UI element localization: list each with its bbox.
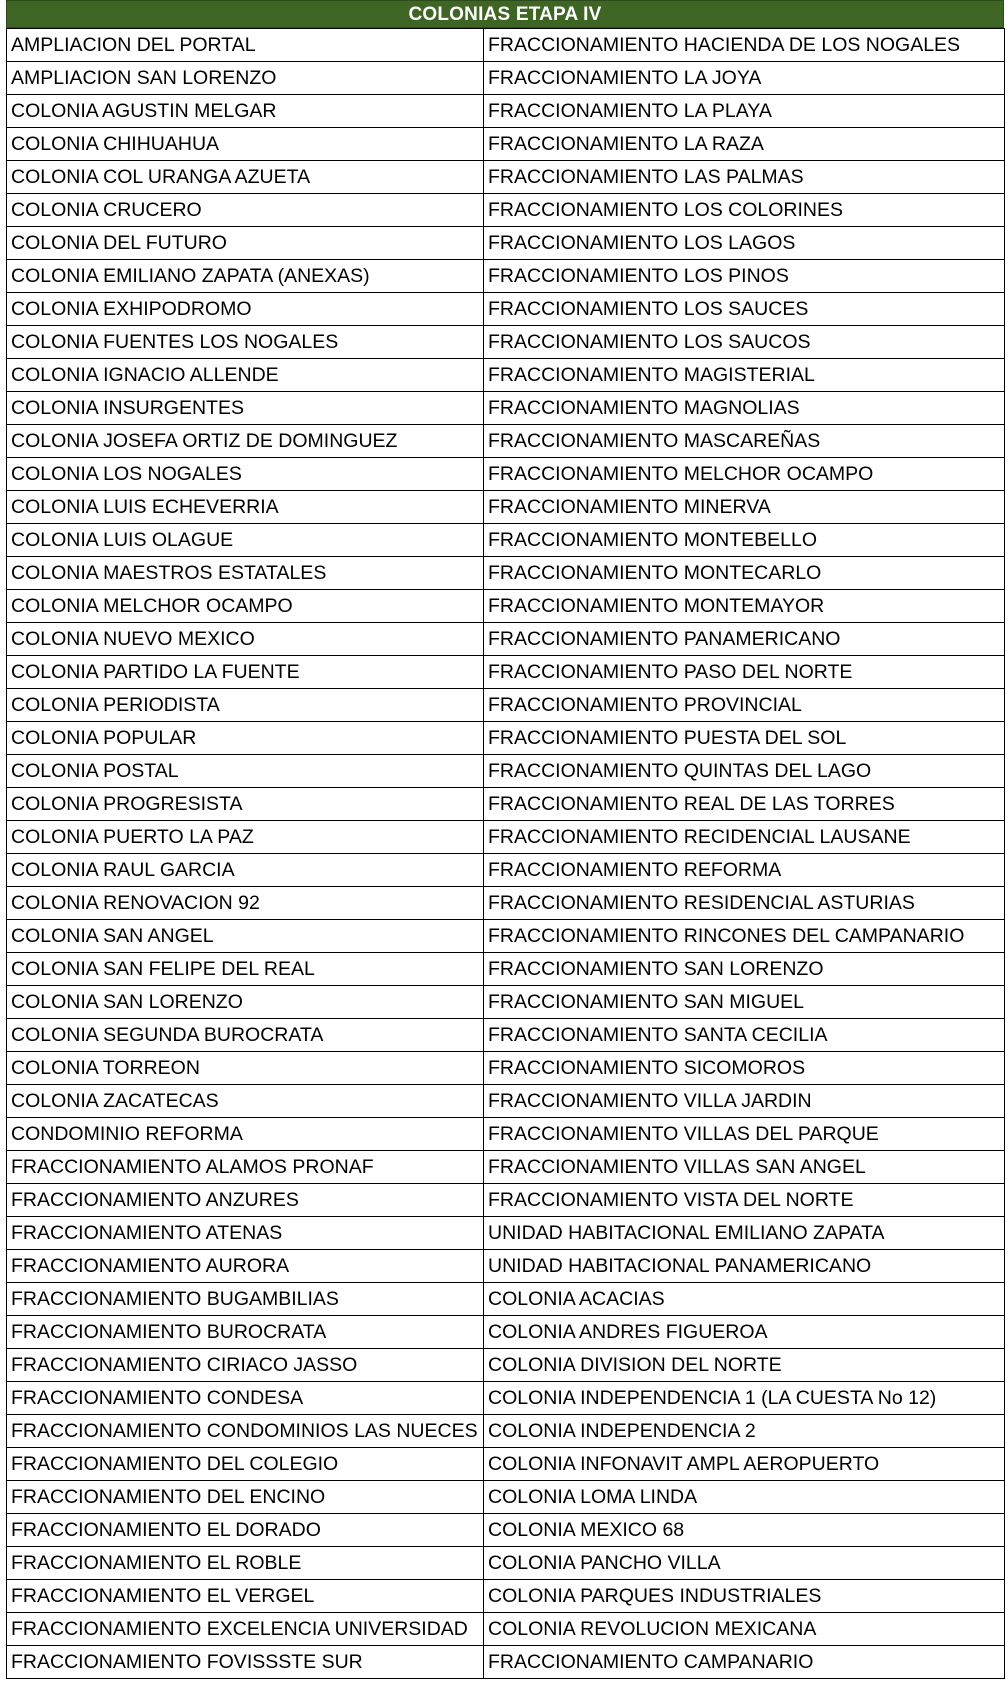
table-row [7, 1514, 1005, 1547]
left-column-cell: COLONIA SEGUNDA BUROCRATA [7, 1019, 484, 1052]
table-row [7, 359, 1005, 392]
left-column-cell: AMPLIACION DEL PORTAL [7, 29, 484, 62]
table-row [7, 425, 1005, 458]
colonias-grid [6, 28, 1005, 1679]
right-column-cell: FRACCIONAMIENTO VILLAS DEL PARQUE [484, 1118, 1005, 1151]
left-column-cell: COLONIA RENOVACION 92 [7, 887, 484, 920]
left-column-cell: FRACCIONAMIENTO ATENAS [7, 1217, 484, 1250]
table-row [7, 623, 1005, 656]
left-column-cell: COLONIA ZACATECAS [7, 1085, 484, 1118]
table-row [7, 1316, 1005, 1349]
right-column-cell: COLONIA PANCHO VILLA [484, 1547, 1005, 1580]
right-column-cell: COLONIA ACACIAS [484, 1283, 1005, 1316]
table-row [7, 1250, 1005, 1283]
table-row [7, 1415, 1005, 1448]
table-row [7, 1283, 1005, 1316]
right-column-cell: FRACCIONAMIENTO REAL DE LAS TORRES [484, 788, 1005, 821]
left-column-cell: COLONIA MELCHOR OCAMPO [7, 590, 484, 623]
right-column-cell: FRACCIONAMIENTO SAN LORENZO [484, 953, 1005, 986]
table-row [7, 590, 1005, 623]
table-row [7, 1481, 1005, 1514]
right-column-cell: FRACCIONAMIENTO QUINTAS DEL LAGO [484, 755, 1005, 788]
right-column-cell: FRACCIONAMIENTO SANTA CECILIA [484, 1019, 1005, 1052]
right-column-cell: COLONIA DIVISION DEL NORTE [484, 1349, 1005, 1382]
left-column-cell: COLONIA MAESTROS ESTATALES [7, 557, 484, 590]
left-column-cell: FRACCIONAMIENTO EL VERGEL [7, 1580, 484, 1613]
table-row [7, 1052, 1005, 1085]
right-column-cell: FRACCIONAMIENTO LA RAZA [484, 128, 1005, 161]
table-row [7, 887, 1005, 920]
table-row [7, 1580, 1005, 1613]
left-column-cell: FRACCIONAMIENTO FOVISSSTE SUR [7, 1646, 484, 1679]
left-column-cell: COLONIA POPULAR [7, 722, 484, 755]
table-row [7, 194, 1005, 227]
left-column-cell: COLONIA DEL FUTURO [7, 227, 484, 260]
left-column-cell: COLONIA CHIHUAHUA [7, 128, 484, 161]
right-column-cell: COLONIA REVOLUCION MEXICANA [484, 1613, 1005, 1646]
table-row [7, 953, 1005, 986]
left-column-cell: COLONIA PUERTO LA PAZ [7, 821, 484, 854]
left-column-cell: COLONIA LUIS OLAGUE [7, 524, 484, 557]
left-column-cell: COLONIA RAUL GARCIA [7, 854, 484, 887]
right-column-cell: COLONIA INDEPENDENCIA 2 [484, 1415, 1005, 1448]
table-row [7, 821, 1005, 854]
right-column-cell: FRACCIONAMIENTO SICOMOROS [484, 1052, 1005, 1085]
table-row [7, 29, 1005, 62]
right-column-cell: FRACCIONAMIENTO PROVINCIAL [484, 689, 1005, 722]
left-column-cell: COLONIA SAN FELIPE DEL REAL [7, 953, 484, 986]
right-column-cell: FRACCIONAMIENTO RESIDENCIAL ASTURIAS [484, 887, 1005, 920]
table-row [7, 161, 1005, 194]
right-column-cell: FRACCIONAMIENTO PANAMERICANO [484, 623, 1005, 656]
left-column-cell: COLONIA NUEVO MEXICO [7, 623, 484, 656]
table-row [7, 986, 1005, 1019]
left-column-cell: CONDOMINIO REFORMA [7, 1118, 484, 1151]
right-column-cell: FRACCIONAMIENTO MONTEMAYOR [484, 590, 1005, 623]
left-column-cell: FRACCIONAMIENTO CONDESA [7, 1382, 484, 1415]
table-row [7, 1382, 1005, 1415]
left-column-cell: COLONIA AGUSTIN MELGAR [7, 95, 484, 128]
left-column-cell: COLONIA PROGRESISTA [7, 788, 484, 821]
left-column-cell: COLONIA PARTIDO LA FUENTE [7, 656, 484, 689]
left-column-cell: FRACCIONAMIENTO EXCELENCIA UNIVERSIDAD [7, 1613, 484, 1646]
colonias-table [6, 0, 1004, 1679]
table-row [7, 95, 1005, 128]
table-row [7, 1613, 1005, 1646]
left-column-cell: COLONIA SAN ANGEL [7, 920, 484, 953]
table-row [7, 1085, 1005, 1118]
table-row [7, 392, 1005, 425]
left-column-cell: FRACCIONAMIENTO EL ROBLE [7, 1547, 484, 1580]
table-body [7, 29, 1005, 1679]
table-row [7, 1184, 1005, 1217]
left-column-cell: FRACCIONAMIENTO BUROCRATA [7, 1316, 484, 1349]
right-column-cell: FRACCIONAMIENTO MASCAREÑAS [484, 425, 1005, 458]
right-column-cell: UNIDAD HABITACIONAL EMILIANO ZAPATA [484, 1217, 1005, 1250]
right-column-cell: FRACCIONAMIENTO MONTECARLO [484, 557, 1005, 590]
left-column-cell: FRACCIONAMIENTO EL DORADO [7, 1514, 484, 1547]
table-row [7, 293, 1005, 326]
right-column-cell: FRACCIONAMIENTO VILLAS SAN ANGEL [484, 1151, 1005, 1184]
right-column-cell: COLONIA MEXICO 68 [484, 1514, 1005, 1547]
left-column-cell: COLONIA SAN LORENZO [7, 986, 484, 1019]
table-header: COLONIAS ETAPA IV [6, 0, 1004, 28]
right-column-cell: COLONIA INDEPENDENCIA 1 (LA CUESTA No 12) [484, 1382, 1005, 1415]
left-column-cell: COLONIA PERIODISTA [7, 689, 484, 722]
table-row [7, 557, 1005, 590]
right-column-cell: FRACCIONAMIENTO VILLA JARDIN [484, 1085, 1005, 1118]
table-row [7, 854, 1005, 887]
right-column-cell: FRACCIONAMIENTO MAGNOLIAS [484, 392, 1005, 425]
right-column-cell: FRACCIONAMIENTO LA PLAYA [484, 95, 1005, 128]
table-row [7, 1118, 1005, 1151]
left-column-cell: COLONIA IGNACIO ALLENDE [7, 359, 484, 392]
table-row [7, 1448, 1005, 1481]
right-column-cell: FRACCIONAMIENTO SAN MIGUEL [484, 986, 1005, 1019]
table-row [7, 62, 1005, 95]
table-row [7, 755, 1005, 788]
left-column-cell: FRACCIONAMIENTO BUGAMBILIAS [7, 1283, 484, 1316]
table-row [7, 1151, 1005, 1184]
table-row [7, 1349, 1005, 1382]
table-row [7, 524, 1005, 557]
table-row [7, 227, 1005, 260]
left-column-cell: FRACCIONAMIENTO ANZURES [7, 1184, 484, 1217]
right-column-cell: COLONIA INFONAVIT AMPL AEROPUERTO [484, 1448, 1005, 1481]
right-column-cell: FRACCIONAMIENTO PUESTA DEL SOL [484, 722, 1005, 755]
left-column-cell: FRACCIONAMIENTO AURORA [7, 1250, 484, 1283]
left-column-cell: COLONIA COL URANGA AZUETA [7, 161, 484, 194]
right-column-cell: FRACCIONAMIENTO LOS SAUCOS [484, 326, 1005, 359]
right-column-cell: FRACCIONAMIENTO LOS SAUCES [484, 293, 1005, 326]
right-column-cell: COLONIA ANDRES FIGUEROA [484, 1316, 1005, 1349]
table-row [7, 326, 1005, 359]
table-row [7, 260, 1005, 293]
table-row [7, 656, 1005, 689]
right-column-cell: FRACCIONAMIENTO LOS COLORINES [484, 194, 1005, 227]
left-column-cell: FRACCIONAMIENTO CIRIACO JASSO [7, 1349, 484, 1382]
right-column-cell: FRACCIONAMIENTO RINCONES DEL CAMPANARIO [484, 920, 1005, 953]
left-column-cell: COLONIA LOS NOGALES [7, 458, 484, 491]
right-column-cell: FRACCIONAMIENTO MONTEBELLO [484, 524, 1005, 557]
right-column-cell: FRACCIONAMIENTO RECIDENCIAL LAUSANE [484, 821, 1005, 854]
table-row [7, 491, 1005, 524]
right-column-cell: FRACCIONAMIENTO PASO DEL NORTE [484, 656, 1005, 689]
left-column-cell: COLONIA INSURGENTES [7, 392, 484, 425]
right-column-cell: FRACCIONAMIENTO LAS PALMAS [484, 161, 1005, 194]
right-column-cell: FRACCIONAMIENTO CAMPANARIO [484, 1646, 1005, 1679]
left-column-cell: AMPLIACION SAN LORENZO [7, 62, 484, 95]
left-column-cell: COLONIA JOSEFA ORTIZ DE DOMINGUEZ [7, 425, 484, 458]
table-row [7, 1019, 1005, 1052]
left-column-cell: COLONIA LUIS ECHEVERRIA [7, 491, 484, 524]
left-column-cell: COLONIA TORREON [7, 1052, 484, 1085]
left-column-cell: COLONIA EXHIPODROMO [7, 293, 484, 326]
table-row [7, 722, 1005, 755]
right-column-cell: UNIDAD HABITACIONAL PANAMERICANO [484, 1250, 1005, 1283]
left-column-cell: FRACCIONAMIENTO CONDOMINIOS LAS NUECES [7, 1415, 484, 1448]
left-column-cell: COLONIA EMILIANO ZAPATA (ANEXAS) [7, 260, 484, 293]
right-column-cell: FRACCIONAMIENTO LA JOYA [484, 62, 1005, 95]
right-column-cell: FRACCIONAMIENTO VISTA DEL NORTE [484, 1184, 1005, 1217]
right-column-cell: FRACCIONAMIENTO MINERVA [484, 491, 1005, 524]
table-row [7, 128, 1005, 161]
left-column-cell: COLONIA POSTAL [7, 755, 484, 788]
right-column-cell: FRACCIONAMIENTO HACIENDA DE LOS NOGALES [484, 29, 1005, 62]
table-row [7, 458, 1005, 491]
right-column-cell: FRACCIONAMIENTO MELCHOR OCAMPO [484, 458, 1005, 491]
right-column-cell: COLONIA LOMA LINDA [484, 1481, 1005, 1514]
table-row [7, 920, 1005, 953]
left-column-cell: FRACCIONAMIENTO DEL COLEGIO [7, 1448, 484, 1481]
table-row [7, 1646, 1005, 1679]
right-column-cell: FRACCIONAMIENTO MAGISTERIAL [484, 359, 1005, 392]
left-column-cell: COLONIA CRUCERO [7, 194, 484, 227]
right-column-cell: FRACCIONAMIENTO LOS LAGOS [484, 227, 1005, 260]
right-column-cell: COLONIA PARQUES INDUSTRIALES [484, 1580, 1005, 1613]
right-column-cell: FRACCIONAMIENTO LOS PINOS [484, 260, 1005, 293]
table-row [7, 689, 1005, 722]
table-row [7, 1217, 1005, 1250]
left-column-cell: COLONIA FUENTES LOS NOGALES [7, 326, 484, 359]
table-row [7, 788, 1005, 821]
right-column-cell: FRACCIONAMIENTO REFORMA [484, 854, 1005, 887]
left-column-cell: FRACCIONAMIENTO ALAMOS PRONAF [7, 1151, 484, 1184]
left-column-cell: FRACCIONAMIENTO DEL ENCINO [7, 1481, 484, 1514]
table-row [7, 1547, 1005, 1580]
